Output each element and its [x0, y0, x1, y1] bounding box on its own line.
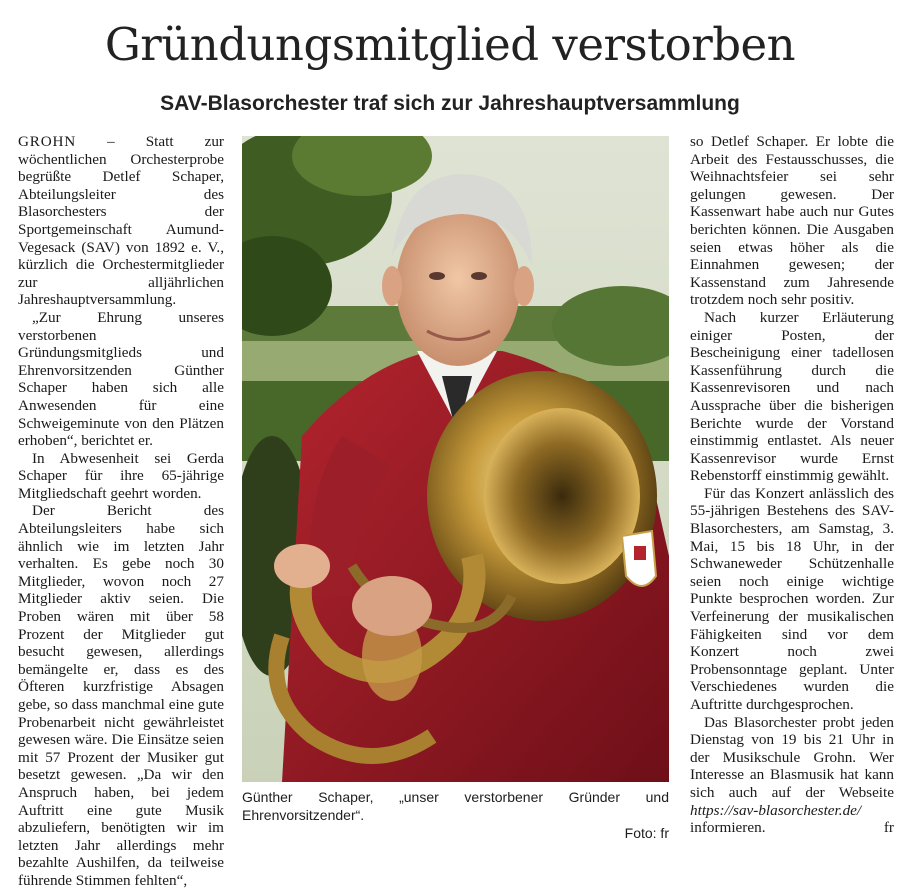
dateline: GROHN — [18, 133, 77, 150]
paragraph-3: In Abwesenheit sei Gerda Schaper für ihre 65-jährige Mitgliedschaft geehrt worden. — [18, 449, 224, 502]
paragraph-6: Nach kurzer Erläuterung einiger Posten, der Bescheinigung einer tadellosen Kassenführung durch die Kassenrevisoren und nach Aussprache über die bisherigen Berichte wurde der Vorstand einstimmig entlastet. Als neuer Kassenrevisor wurde Ernst Rebenstorff einstimmig gewählt. — [690, 308, 894, 485]
photo-credit: Foto: fr — [624, 825, 669, 841]
photo-caption — [242, 788, 669, 841]
website-link[interactable]: https://sav-blasorchester.de/ — [690, 801, 862, 819]
paragraph-1: GROHN – Statt zur wöchentlichen Orchesterprobe begrüßte Detlef Schaper, Abteilungsleiter des Blasorchesters der Sportgemeinschaft Aumund-Vegesack (SAV) von 1892 e. V., kürzlich die Orchestermitglieder zur alljährlichen Jahreshauptversammlung. — [18, 133, 224, 309]
photo-guenther-schaper — [242, 136, 669, 782]
author-signature: fr — [883, 819, 894, 837]
headline: Gründungsmitglied verstorben — [104, 18, 796, 71]
paragraph-2: „Zur Ehrung unseres verstorbenen Gründungsmitglieds und Ehrenvorsitzenden Günther Schaper haben sich alle Anwesenden für eine Schweigeminute von den Plätzen erhoben“, berichtet er. — [18, 308, 224, 450]
caption-text: Günther Schaper, „unser verstorbener Gründer und Ehrenvorsitzender“. — [242, 789, 669, 823]
paragraph-5: so Detlef Schaper. Er lobte die Arbeit des Festausschusses, die Weihnachtsfeier sei sehr gelungen gewesen. Der Kassenwart habe auch nur Gutes berichten können. Die Ausgaben seien etwas höher als die Einnahmen gewesen; der Kassenstand zum Jahresende trotzdem noch sehr positiv. — [690, 133, 894, 309]
paragraph-4: Der Bericht des Abteilungsleiters habe sich ähnlich wie im letzten Jahr verhalten. Es gebe noch 30 Mitglieder, wovon noch 27 Mitglieder aktiv seien. Die Proben wären mit über 58 Prozent der Mitglieder gut besucht gewesen, allerdings bemängelte er, dass es des Öfteren kurzfristige Absagen gebe, so dass manchmal eine gute Probenarbeit nicht gewährleistet gewesen wäre. Die Einsätze seien mit 57 Prozent der Musiker gut besetzt gewesen. „Da wir den Anspruch haben, bei jedem Auftritt eine gute Musik abzuliefern, benötigten wir im letzten Jahr allerdings mehr bezahlte Aushilfen, da teilweise führende Stimmen fehlten“, — [18, 502, 224, 889]
article-column-1 — [18, 133, 224, 890]
portrait-illustration — [242, 136, 669, 782]
subheadline: SAV-Blasorchester traf sich zur Jahreshauptversammlung — [160, 92, 740, 115]
paragraph-8: Das Blasorchester probt jeden Dienstag von 19 bis 21 Uhr in der Musikschule Grohn. Wer Interesse an Blasmusik hat kann sich auch auf der Webseite https://sav-blasorchester.de/ informieren. fr — [690, 713, 894, 837]
article-column-3 — [690, 133, 894, 837]
paragraph-7: Für das Konzert anlässlich des 55-jährigen Bestehens des SAV-Blasorchesters, am Samstag, 3. Mai, 15 bis 18 Uhr, in der Schwaneweder Schützenhalle seien noch einige wichtige Punkte besprochen worden. Zur Verfeinerung der musikalischen Fähigkeiten sind vor dem Konzert noch zwei Probensonntage geplant. Unter Verschiedenes wurden die Auftritte durchgesprochen. — [690, 484, 894, 713]
